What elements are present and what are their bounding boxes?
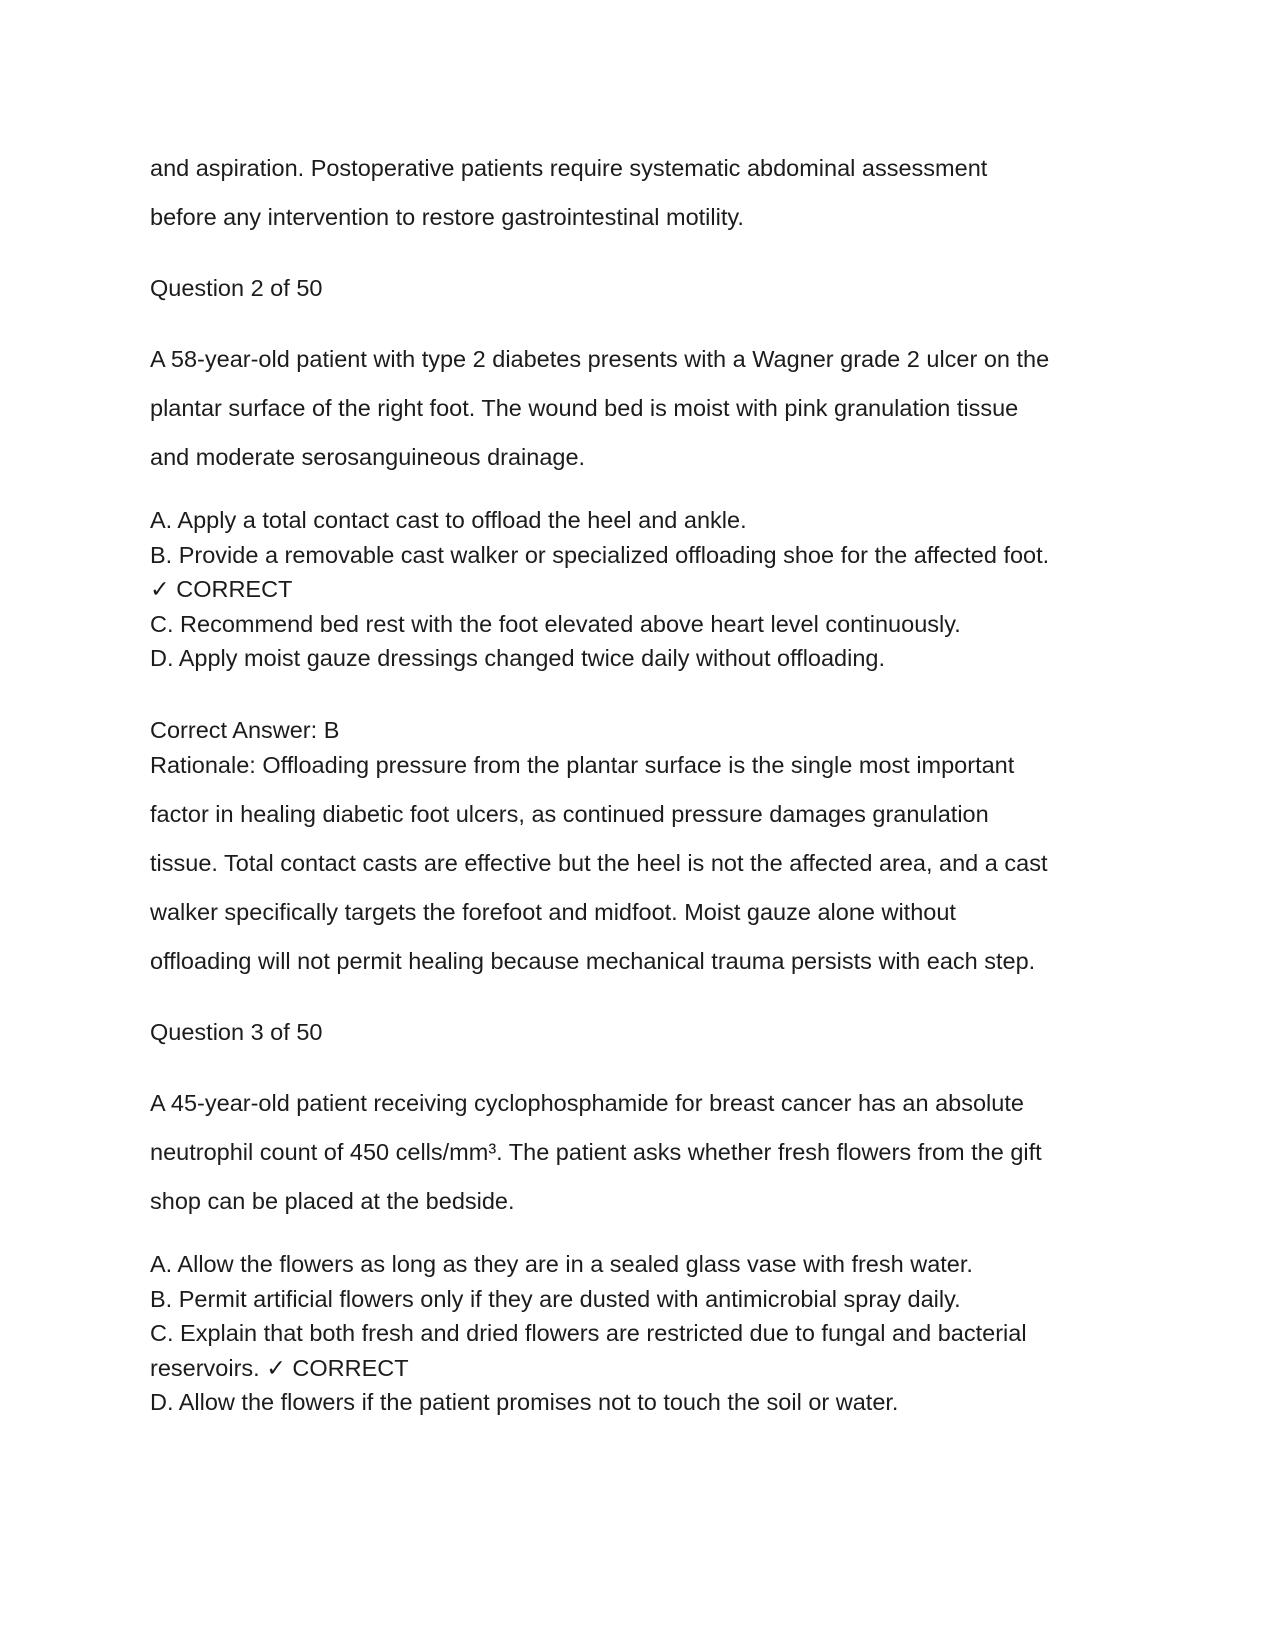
text-line: Rationale: Offloading pressure from the plantar surface is the single most important [150,752,1015,778]
continuation-paragraph [150,144,1130,242]
text-line: shop can be placed at the bedside. [150,1188,515,1214]
text-line: and aspiration. Postoperative patients require systematic abdominal assessment [150,155,988,181]
document-page [150,144,1130,1420]
correct-marker: ✓ CORRECT [150,576,293,602]
question-3-stem [150,1079,1130,1226]
option-d: D. Allow the flowers if the patient promises not to touch the soil or water. [150,1389,899,1415]
question-2-stem [150,335,1130,482]
option-c-continued: reservoirs. ✓ CORRECT [150,1354,409,1381]
text-line: neutrophil count of 450 cells/mm³. The patient asks whether fresh flowers from the gift [150,1139,1042,1165]
option-a: A. Apply a total contact cast to offload the heel and ankle. [150,507,747,533]
text-line: A 45-year-old patient receiving cyclophosphamide for breast cancer has an absolute [150,1090,1024,1116]
option-c: C. Explain that both fresh and dried flowers are restricted due to fungal and bacterial [150,1320,1027,1346]
question-2-options [150,503,1130,676]
text-line: factor in healing diabetic foot ulcers, as continued pressure damages granulation [150,801,989,827]
question-2-heading: Question 2 of 50 [150,275,323,301]
option-b: B. Permit artificial flowers only if they are dusted with antimicrobial spray daily. [150,1285,961,1312]
text-line: A 58-year-old patient with type 2 diabetes presents with a Wagner grade 2 ulcer on the [150,346,1050,372]
text-line: offloading will not permit healing because mechanical trauma persists with each step. [150,948,1036,974]
option-b: B. Provide a removable cast walker or specialized offloading shoe for the affected foot. [150,541,1050,568]
option-d: D. Apply moist gauze dressings changed twice daily without offloading. [150,645,886,671]
text-line: plantar surface of the right foot. The wound bed is moist with pink granulation tissue [150,395,1019,421]
text-line: walker specifically targets the forefoot and midfoot. Moist gauze alone without [150,899,956,925]
rationale [150,741,1130,986]
question-3-heading: Question 3 of 50 [150,1019,323,1045]
question-3-options [150,1247,1130,1420]
text-line: tissue. Total contact casts are effective but the heel is not the affected area, and a cast [150,850,1048,876]
text-line: before any intervention to restore gastrointestinal motility. [150,204,744,230]
text-line: and moderate serosanguineous drainage. [150,444,586,470]
option-a: A. Allow the flowers as long as they are in a sealed glass vase with fresh water. [150,1251,973,1277]
correct-answer: Correct Answer: B [150,716,340,743]
option-c: C. Recommend bed rest with the foot elevated above heart level continuously. [150,610,961,637]
